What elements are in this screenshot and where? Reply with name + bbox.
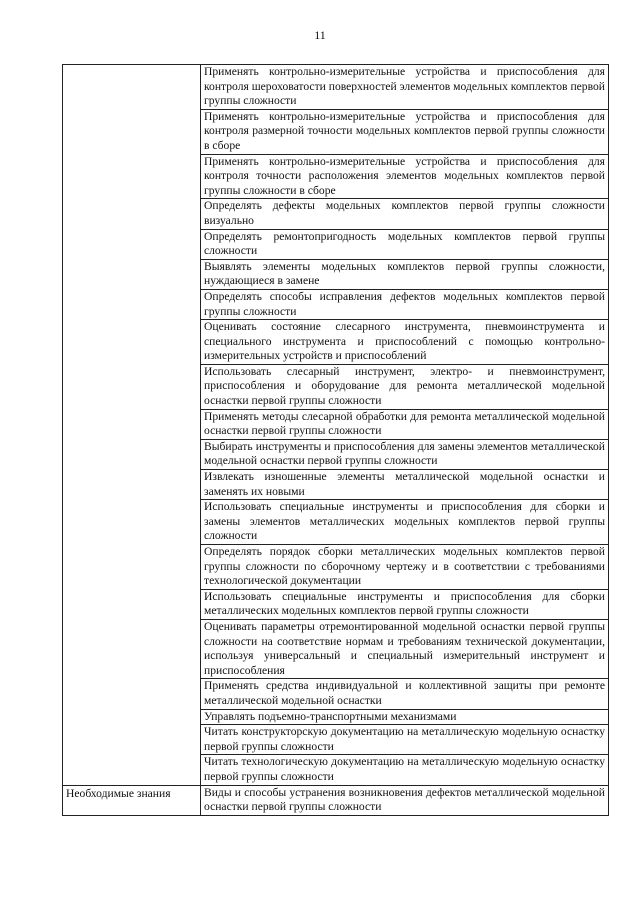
- table-row: [63, 65, 609, 110]
- skill-item: Управлять подъемно-транспортными механизмами: [201, 709, 609, 725]
- knowledge-label: Необходимые знания: [63, 785, 201, 815]
- page-number: 11: [314, 28, 326, 42]
- skill-item: Выявлять элементы модельных комплектов первой группы сложности, нуждающиеся в замене: [201, 259, 609, 289]
- skill-item: Применять средства индивидуальной и коллективной защиты при ремонте металлической модельной оснастки: [201, 679, 609, 709]
- skill-item: Читать конструкторскую документацию на металлическую модельную оснастку первой группы сложности: [201, 725, 609, 755]
- skills-label-cell: [63, 65, 201, 786]
- skill-item: Оценивать состояние слесарного инструмента, пневмоинструмента и специального инструмента и приспособлений с помощью контрольно-измерительных устройств и приспособлений: [201, 320, 609, 365]
- skill-item: Применять методы слесарной обработки для ремонта металлической модельной оснастки первой группы сложности: [201, 409, 609, 439]
- skill-item: Читать технологическую документацию на металлическую модельную оснастку первой группы сложности: [201, 755, 609, 785]
- knowledge-item: Виды и способы устранения возникновения дефектов металлической модельной оснастки первой группы сложности: [201, 785, 609, 815]
- skill-item: Использовать специальные инструменты и приспособления для сборки и замены элементов металлических модельных комплектов первой группы сложности: [201, 500, 609, 545]
- skill-item: Использовать слесарный инструмент, электро- и пневмоинструмент, приспособления и оборудование для ремонта металлической модельной оснастки первой группы сложности: [201, 364, 609, 409]
- competency-table: [62, 64, 609, 816]
- skill-item: Применять контрольно-измерительные устройства и приспособления для контроля точности расположения элементов модельных комплектов первой группы сложности в сборе: [201, 154, 609, 199]
- skill-item: Определять порядок сборки металлических модельных комплектов первой группы сложности по сборочному чертежу и в соответствии с требованиями технологической документации: [201, 545, 609, 590]
- skill-item: Определять способы исправления дефектов модельных комплектов первой группы сложности: [201, 289, 609, 319]
- skill-item: Извлекать изношенные элементы металлической модельной оснастки и заменять их новыми: [201, 470, 609, 500]
- skill-item: Оценивать параметры отремонтированной модельной оснастки первой группы сложности на соответствие нормам и требованиям технической документации, используя универсальный и специальный измерительный инструмент и приспособления: [201, 619, 609, 678]
- skill-item: Определять дефекты модельных комплектов первой группы сложности визуально: [201, 199, 609, 229]
- skill-item: Применять контрольно-измерительные устройства и приспособления для контроля размерной точности модельных комплектов первой группы сложности в сборе: [201, 109, 609, 154]
- skill-item: Выбирать инструменты и приспособления для замены элементов металлической модельной оснастки первой группы сложности: [201, 439, 609, 469]
- table-row: [63, 785, 609, 815]
- skill-item: Использовать специальные инструменты и приспособления для сборки металлических модельных комплектов первой группы сложности: [201, 589, 609, 619]
- skill-item: Определять ремонтопригодность модельных комплектов первой группы сложности: [201, 229, 609, 259]
- skill-item: Применять контрольно-измерительные устройства и приспособления для контроля шероховатости поверхностей элементов модельных комплектов первой группы сложности: [201, 65, 609, 110]
